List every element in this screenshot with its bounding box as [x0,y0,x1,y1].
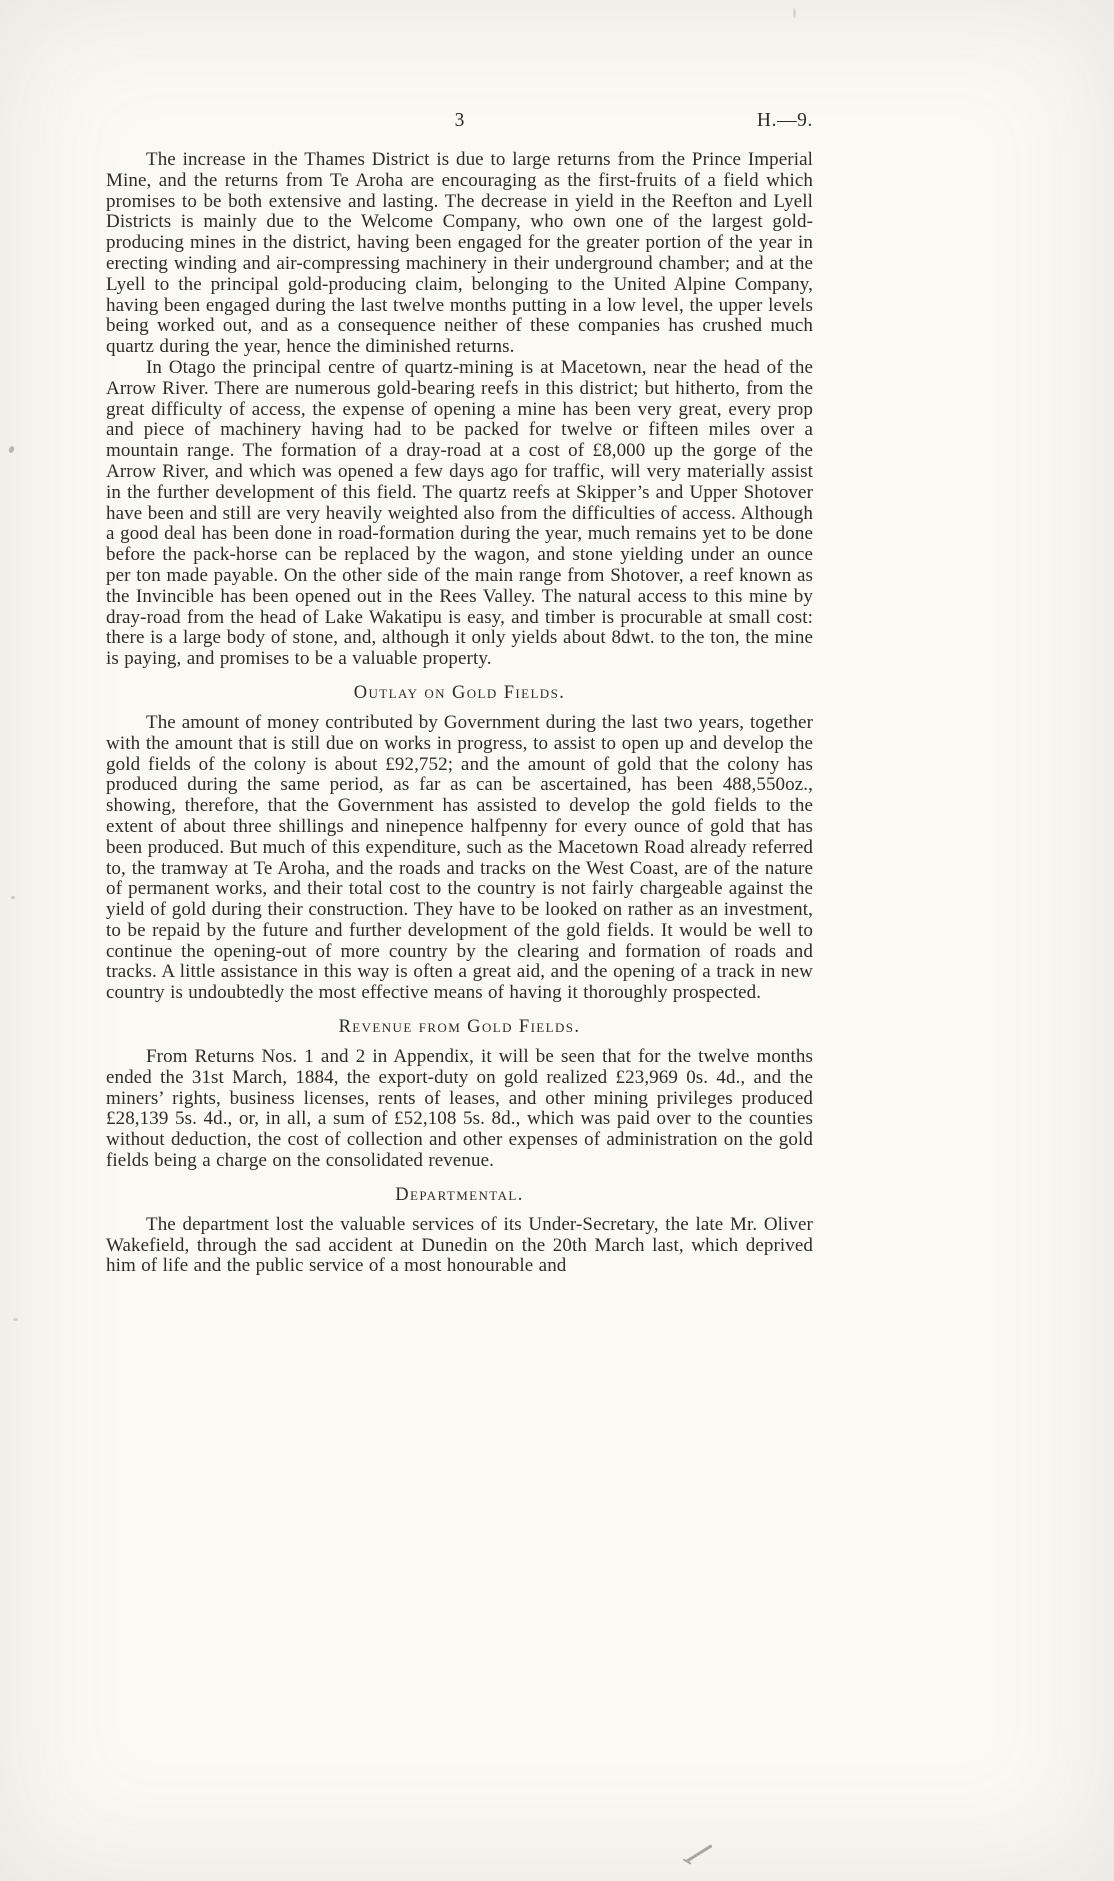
pen-tick-mark [686,1844,713,1862]
paragraph-outlay-on-gold-fields: The amount of money contributed by Government during the last two years, together with the amount that is still due on works in progress, to assist to open up and develop the gold fields of the colony is about £92,752; and the amount of gold that the colony has produced during the same period, as far as can be ascertained, has been 488,550oz., showing, therefore, that the Government has assisted to develop the gold fields to the extent of about three shillings and ninepence halfpenny for every ounce of gold that has been produced. But much of this expenditure, such as the Macetown Road already referred to, the tramway at Te Aroha, and the roads and tracks on the West Coast, are of the nature of permanent works, and their total cost to the country is not fairly chargeable against the yield of gold during their construction. They have to be looked on rather as an investment, to be repaid by the future and further development of the gold fields. It would be well to continue the opening-out of more country by the clearing and formation of roads and tracks. A little assistance in this way is often a great aid, and the opening of a track in new country is undoubtedly the most effective means of having it thoroughly prospected. [106,711,813,1004]
section-heading-outlay-on-gold-fields: Outlay on Gold Fields. [353,682,566,703]
paragraph-otago-quartz-mining: In Otago the principal centre of quartz-mining is at Macetown, near the head of the Arrow River. There are numerous gold-bearing reefs in this district; but hitherto, from the great difficulty of access, the expense of opening a mine has been very great, every prop and piece of machinery having had to be packed for twelve or fifteen miles over a mountain range. The formation of a dray-road at a cost of £8,000 up the gorge of the Arrow River, and which was opened a few days ago for traffic, will very materially assist in the further development of this field. The quartz reefs at Skipper’s and Upper Shotover have been and still are very heavily weighted also from the difficulties of access. Although a good deal has been done in road-formation during the year, much remains yet to be done before the pack-horse can be replaced by the wagon, and stone yielding under an ounce per ton made payable. On the other side of the main range from Shotover, a reef known as the Invincible has been opened out in the Rees Valley. The natural access to this mine by dray-road from the head of Lake Wakatipu is easy, and timber is procurable at small cost: there is a large body of stone, and, although it only yields about 8dwt. to the ton, the mine is paying, and promises to be a valuable property. [106,356,813,670]
section-heading-revenue-from-gold-fields: Revenue from Gold Fields. [338,1017,581,1038]
scan-speck [793,8,796,18]
paragraph-departmental: The department lost the valuable services of its Under-Secretary, the late Mr. Oliver Wakefield, through the sad accident at Dunedin on the 20th March last, which deprived him of life and the public service of a most honourable and [106,1213,813,1277]
scan-speck [8,445,15,453]
section-heading-departmental: Departmental. [395,1184,524,1205]
page-number: 3 [454,110,465,131]
paragraph-revenue-from-gold-fields: From Returns Nos. 1 and 2 in Appendix, it will be seen that for the twelve months ended the 31st March, 1884, the export-duty on gold realized £23,969 0s. 4d., and the miners’ rights, business licenses, rents of leases, and other mining privileges produced £28,139 5s. 4d., or, in all, a sum of £52,108 5s. 8d., which was paid over to the counties without deduction, the cost of collection and other expenses of administration on the gold fields being a charge on the consolidated revenue. [106,1046,813,1172]
paragraph-thames-returns: The increase in the Thames District is due to large returns from the Prince Imperial Mine, and the returns from Te Aroha are encouraging as the first-fruits of a field which promises to be both extensive and lasting. The decrease in yield in the Reefton and Lyell Districts is mainly due to the Welcome Company, who own one of the largest gold-producing mines in the district, having been engaged for the greater portion of the year in erecting winding and air-compressing machinery in their underground chamber; and at the Lyell to the principal gold-producing claim, belonging to the United Alpine Company, having been engaged during the last twelve months putting in a low level, the upper levels being worked out, and as a consequence neither of these companies has crushed much quartz during the year, hence the diminished returns. [106,149,813,358]
scan-speck [13,1318,18,1321]
document-code: H.—9. [756,110,813,131]
running-header [106,110,813,134]
scan-speck [11,896,15,899]
document-page [106,110,813,1277]
